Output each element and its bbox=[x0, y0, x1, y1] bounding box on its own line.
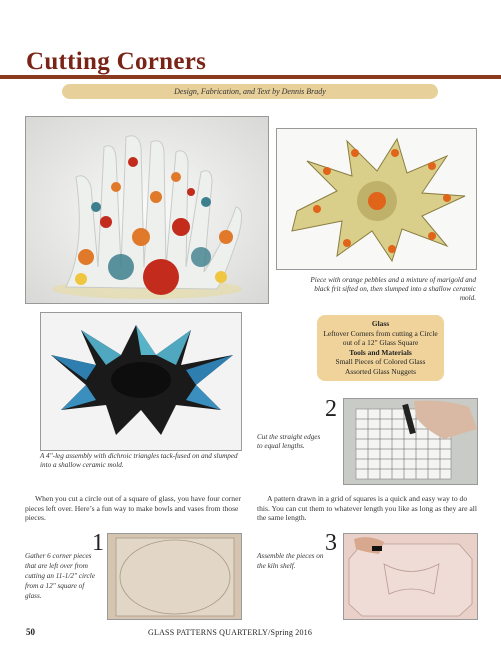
photo-step3-assembly bbox=[343, 533, 478, 620]
caption-step2: Cut the straight edges to equal lengths. bbox=[257, 433, 321, 450]
page-title: Cutting Corners bbox=[26, 48, 207, 75]
photo-vase bbox=[25, 116, 269, 304]
byline: Design, Fabrication, and Text by Dennis Brady bbox=[62, 84, 438, 99]
step-number-3: 3 bbox=[325, 530, 337, 556]
sidebar-heading-glass: Glass bbox=[371, 319, 390, 328]
materials-sidebar bbox=[317, 315, 444, 381]
step-number-1: 1 bbox=[92, 530, 104, 556]
caption-step1: Gather 6 corner pieces that are left over from cutting an 11-1/2" circle from a 12" square of glass. bbox=[25, 552, 95, 600]
sidebar-line: out of a 12" Glass Square bbox=[342, 338, 419, 347]
sidebar-line: Leftover Corners from cutting a Circle bbox=[323, 328, 438, 338]
caption-step3: Assemble the pieces on the kiln shelf. bbox=[257, 552, 324, 570]
caption-top-right: Piece with orange pebbles and a mixture of marigold and black frit sifted on, then slumped into a shallow ceramic mold. bbox=[310, 276, 476, 302]
body-text-right: A pattern drawn in a grid of squares is a quick and easy way to do this. You can cut them to whatever length you like as long as they are all the same length. bbox=[257, 494, 477, 523]
sidebar-line: Assorted Glass Nuggets bbox=[344, 366, 417, 376]
body-text-left: When you cut a circle out of a square of glass, you have four corner pieces left over. Here’s a fun way to make bowls and vases from those pieces. bbox=[25, 494, 242, 523]
title-rule bbox=[0, 75, 501, 79]
page-number: 50 bbox=[26, 627, 35, 637]
photo-step2-grid bbox=[343, 398, 478, 485]
sidebar-heading-tools: Tools and Materials bbox=[349, 347, 412, 357]
step-number-2: 2 bbox=[325, 396, 337, 422]
caption-middle-left: A 4"-leg assembly with dichroic triangles tack-fused on and slumped into a shallow ceramic mold. bbox=[40, 452, 238, 469]
photo-dichroic-bowl bbox=[40, 312, 242, 451]
photo-star-platter bbox=[276, 128, 477, 270]
magazine-footer: GLASS PATTERNS QUARTERLY/Spring 2016 bbox=[148, 628, 313, 637]
photo-step1-corners bbox=[107, 533, 242, 620]
sidebar-line: Small Pieces of Colored Glass bbox=[335, 357, 426, 366]
